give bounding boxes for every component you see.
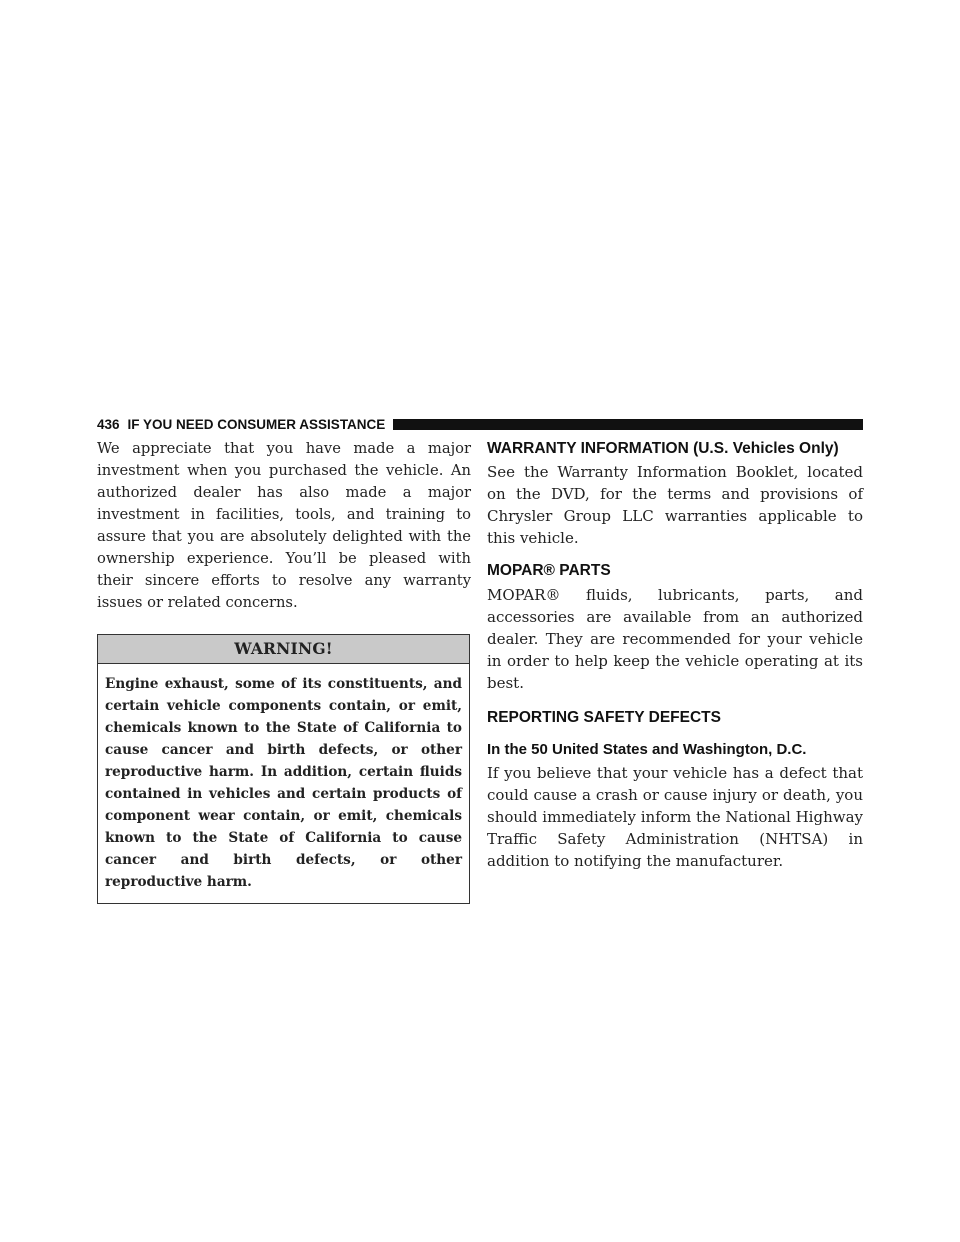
mopar-heading: MOPAR® PARTS: [487, 562, 611, 579]
section-title: IF YOU NEED CONSUMER ASSISTANCE: [127, 416, 386, 432]
left-column: [97, 438, 471, 904]
mopar-paragraph: MOPAR® fluids, lubricants, parts, and accessories are available from an authorized dealer. They are recommended for your vehicle in order to help keep the vehicle operating at its best.: [487, 586, 863, 692]
warning-body: Engine exhaust, some of its constituents, and certain vehicle components contain, or emit, chemicals known to the State of California to cause cancer and birth defects, or other reproductive harm. In addition, certain fluids contained in vehicles and certain products of component wear contain, or emit, chemicals known to the State of California to cause cancer and birth defects, or other reproductive harm.: [105, 676, 462, 890]
warning-title: WARNING!: [98, 635, 469, 664]
states-subheading: In the 50 United States and Washington, D.C.: [487, 741, 807, 758]
page-header: [97, 416, 863, 432]
header-rule: [393, 419, 863, 430]
warranty-heading: WARRANTY INFORMATION (U.S. Vehicles Only): [487, 440, 839, 457]
warranty-paragraph: See the Warranty Information Booklet, located on the DVD, for the terms and provisions of Chrysler Group LLC warranties applicable to this vehicle.: [487, 463, 863, 547]
page-number: 436: [97, 416, 120, 432]
right-column: [487, 438, 863, 872]
warning-box: [97, 634, 470, 904]
states-paragraph: If you believe that your vehicle has a defect that could cause a crash or cause injury or death, you should immediately inform the National Highway Traffic Safety Administration (NHTSA) in addition to notifying the manufacturer.: [487, 764, 863, 870]
intro-paragraph: We appreciate that you have made a major investment when you purchased the vehicle. An authorized dealer has also made a major investment in facilities, tools, and training to assure that you are absolutely delighted with the ownership experience. You’ll be pleased with their sincere efforts to resolve any warranty issues or related concerns.: [97, 440, 471, 611]
reporting-heading: REPORTING SAFETY DEFECTS: [487, 709, 721, 726]
